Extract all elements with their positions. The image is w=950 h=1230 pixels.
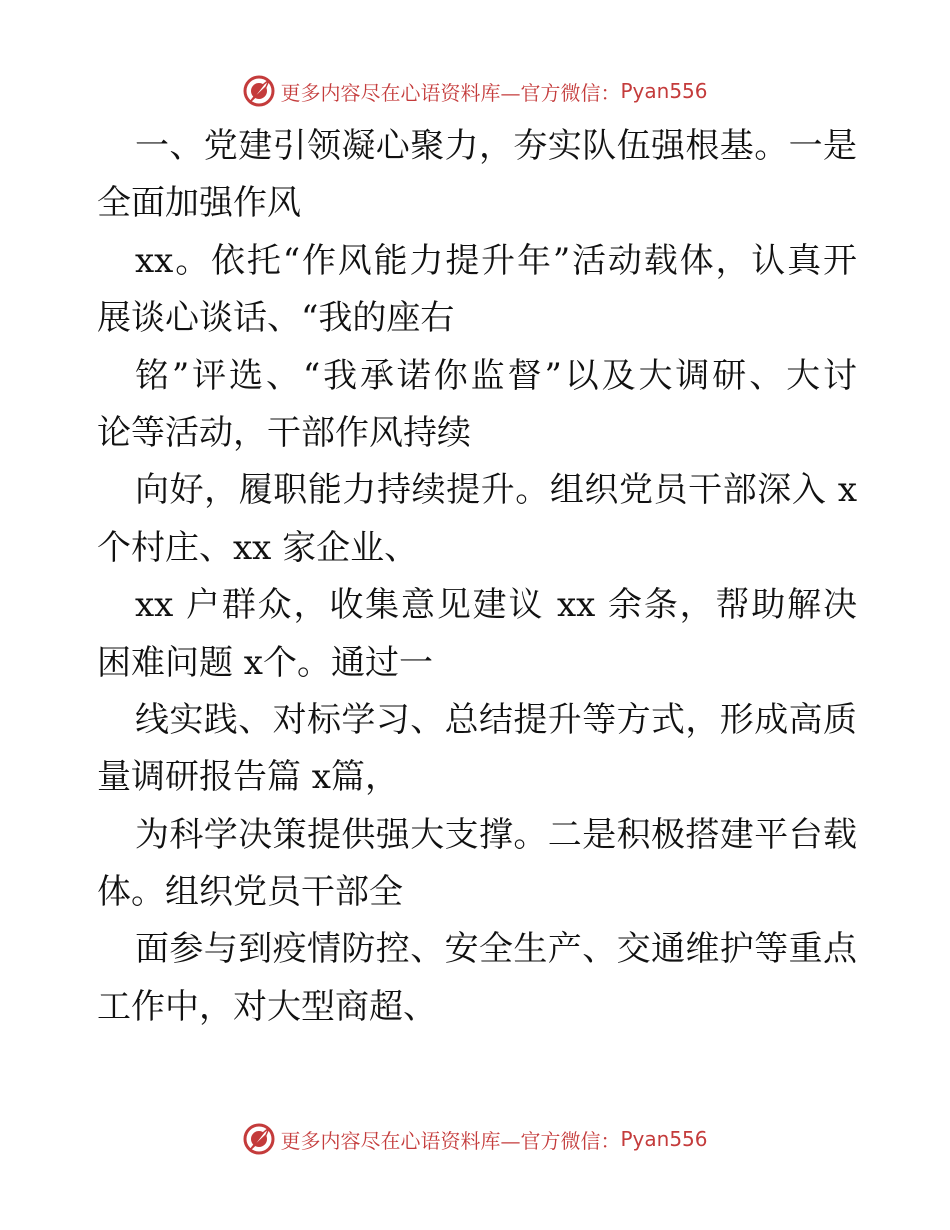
- header-banner-id: Pyan556: [620, 79, 708, 103]
- body-line: 为科学决策提供强大支撑。二是积极搭建平台载: [135, 814, 857, 855]
- footer-watermark-banner: [0, 1119, 950, 1159]
- body-line: 工作中，对大型商超、: [97, 986, 437, 1027]
- quill-logo-icon: [242, 1122, 276, 1156]
- body-line: 铭”评选、“我承诺你监督”以及大调研、大讨: [135, 355, 857, 396]
- footer-banner-id: Pyan556: [620, 1127, 708, 1151]
- body-line: 个村庄、xx 家企业、: [97, 527, 419, 568]
- body-line: 体。组织党员干部全: [97, 872, 403, 913]
- body-line: 面参与到疫情防控、安全生产、交通维护等重点: [135, 929, 857, 970]
- document-body: [97, 118, 857, 1036]
- body-line: 量调研报告篇 x篇，: [97, 757, 399, 798]
- quill-logo-icon: [242, 74, 276, 108]
- body-line: 论等活动，干部作风持续: [97, 412, 471, 453]
- footer-banner-text: 更多内容尽在心语资料库—官方微信：: [280, 1128, 621, 1153]
- body-line: 展谈心谈话、“我的座右: [97, 298, 455, 339]
- body-line: 全面加强作风: [97, 183, 301, 224]
- header-watermark-banner: [0, 71, 950, 111]
- body-line: 困难问题 x个。通过一: [97, 642, 433, 683]
- header-banner-text: 更多内容尽在心语资料库—官方微信：: [280, 80, 621, 105]
- body-line: 向好，履职能力持续提升。组织党员干部深入 x: [135, 470, 857, 511]
- body-line: 一、党建引领凝心聚力，夯实队伍强根基。一是: [135, 126, 857, 166]
- body-line: 线实践、对标学习、总结提升等方式，形成高质: [135, 699, 857, 740]
- body-line: xx 户群众，收集意见建议 xx 余条，帮助解决: [135, 585, 857, 626]
- body-line: xx。依托“作风能力提升年”活动载体，认真开: [135, 240, 857, 281]
